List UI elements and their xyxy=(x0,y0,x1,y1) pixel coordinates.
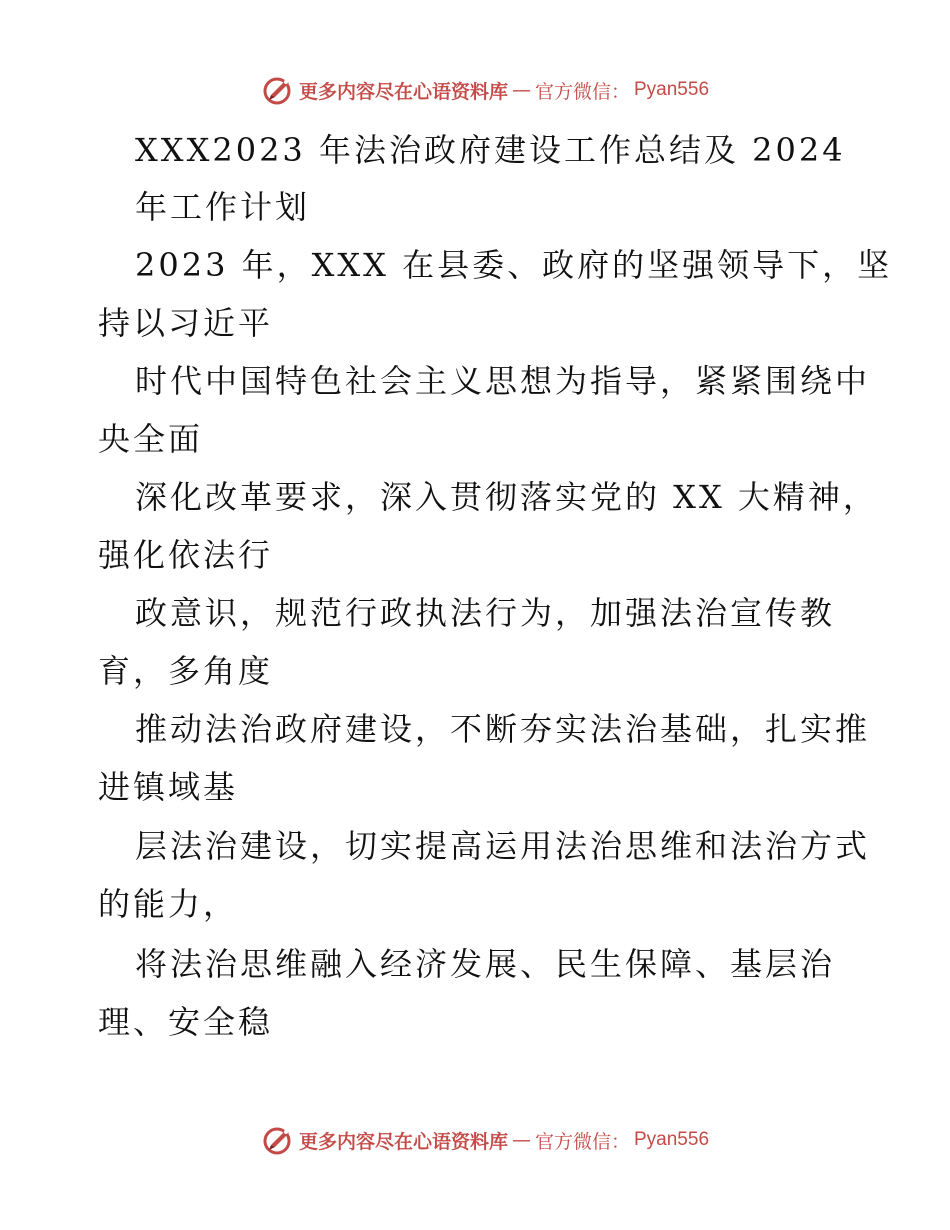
header-banner-content xyxy=(261,73,709,107)
paragraph-line: 强化依法行 xyxy=(98,536,274,574)
paragraph-line: 央全面 xyxy=(98,420,204,458)
paragraph-line: 政意识，规范行政执法行为，加强法治宣传教 xyxy=(135,594,836,632)
document-title-line-2: 年工作计划 xyxy=(135,188,311,226)
paragraph-line: 育，多角度 xyxy=(98,652,274,690)
header-banner-dash: — xyxy=(511,79,531,101)
paragraph-line: 时代中国特色社会主义思想为指导，紧紧围绕中 xyxy=(135,362,871,400)
header-banner xyxy=(0,70,950,110)
paragraph-line: 层法治建设，切实提高运用法治思维和法治方式 xyxy=(135,827,871,865)
paragraph-line: 的能力， xyxy=(98,885,239,923)
footer-banner-content xyxy=(261,1123,709,1157)
footer-banner-dash: — xyxy=(511,1129,531,1151)
paragraph-line: 推动法治政府建设，不断夯实法治基础，扎实推 xyxy=(135,710,871,748)
header-banner-text: 更多内容尽在心语资料库 xyxy=(298,80,508,103)
footer-banner-text: 更多内容尽在心语资料库 xyxy=(298,1130,508,1153)
footer-contact-label: 官方微信： xyxy=(534,1130,630,1153)
paragraph-line: 持以习近平 xyxy=(98,304,274,342)
footer-contact-id: Pyan556 xyxy=(634,1129,710,1150)
paragraph-line: 将法治思维融入经济发展、民生保障、基层治 xyxy=(135,945,836,983)
pen-circle-logo-icon xyxy=(261,73,295,107)
header-contact-label: 官方微信： xyxy=(534,80,630,103)
document-title-line-1: XXX2023 年法治政府建设工作总结及 2024 xyxy=(135,131,846,169)
paragraph-line: 进镇域基 xyxy=(98,768,239,806)
footer-banner xyxy=(0,1120,950,1160)
paragraph-line: 2023 年，XXX 在县委、政府的坚强领导下，坚 xyxy=(135,246,893,284)
pen-circle-logo-icon xyxy=(261,1123,295,1157)
header-contact-id: Pyan556 xyxy=(634,79,710,100)
paragraph-line: 深化改革要求，深入贯彻落实党的 XX 大精神， xyxy=(135,478,878,516)
paragraph-line: 理、安全稳 xyxy=(98,1003,274,1041)
